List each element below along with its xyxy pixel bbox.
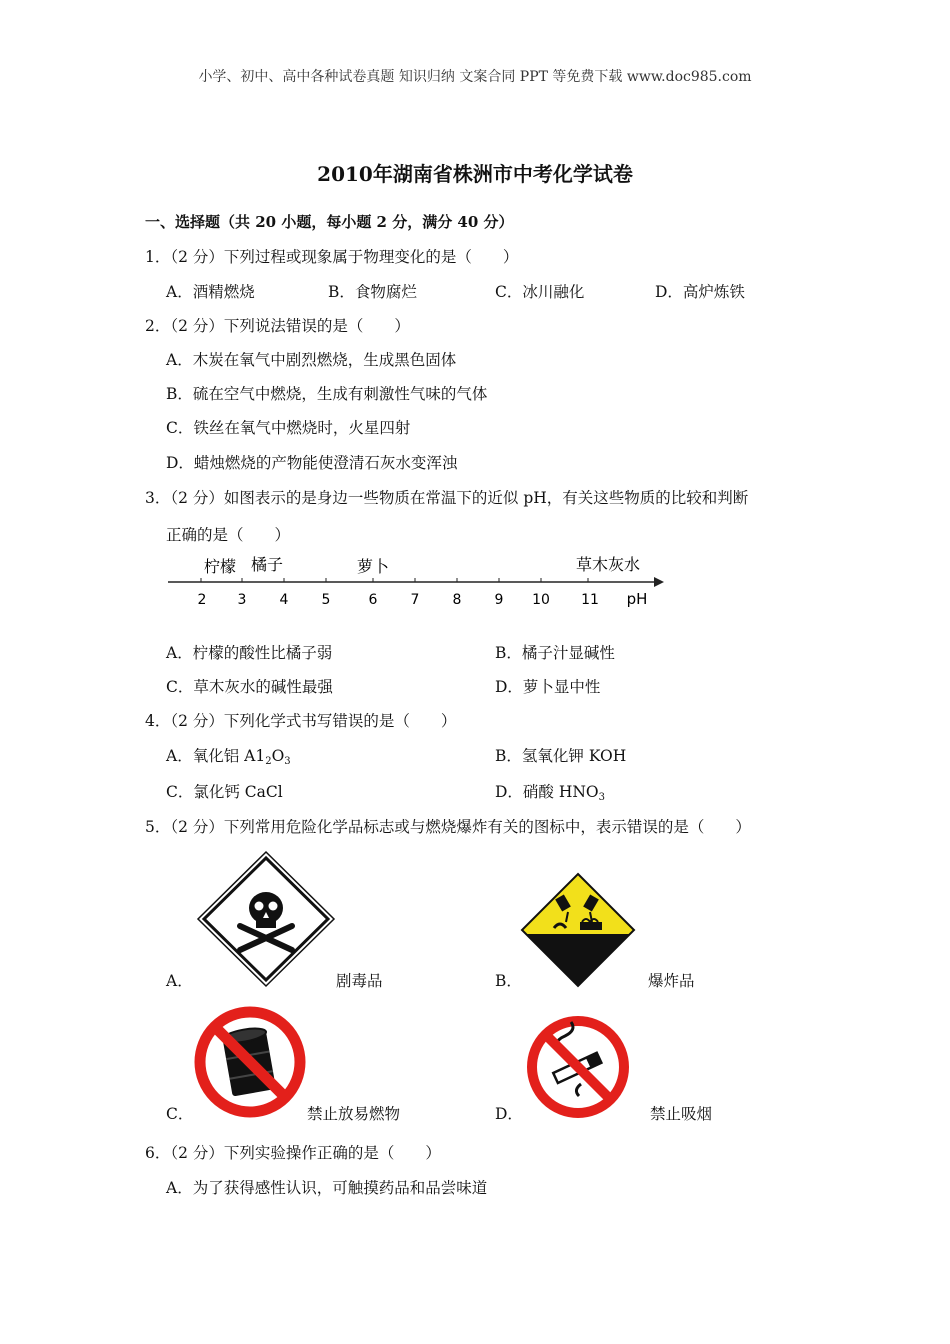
question-2-stem: 2．（2 分）下列说法错误的是（ ） (145, 317, 410, 335)
ph-tick-label: 8 (452, 592, 462, 608)
no-flammables-icon (193, 1005, 307, 1119)
ph-label-orange: 橘子 (250, 555, 284, 574)
question-4-option-c: C．氯化钙 CaCl (166, 783, 283, 801)
ph-tick-label: 9 (494, 592, 504, 608)
question-3-stem-line2: 正确的是（ ） (166, 526, 291, 544)
question-3-stem-line1: 3．（2 分）如图表示的是身边一些物质在常温下的近似 pH，有关这些物质的比较和判断 (145, 489, 749, 507)
question-1-option-c: C．冰川融化 (495, 283, 585, 301)
ph-tick-label: 7 (410, 592, 420, 608)
question-2-option-d: D．蜡烛燃烧的产物能使澄清石灰水变浑浊 (166, 454, 458, 472)
ph-tick-label: 6 (368, 592, 378, 608)
question-5-option-d-letter: D． (495, 1105, 523, 1123)
question-1-stem: 1．（2 分）下列过程或现象属于物理变化的是（ ） (145, 248, 519, 266)
ph-label-radish: 萝卜 (356, 557, 390, 576)
ph-tick-label: 11 (581, 592, 599, 608)
question-2-option-b: B．硫在空气中燃烧，生成有刺激性气味的气体 (166, 385, 488, 403)
section-heading: 一、选择题（共 20 小题，每小题 2 分，满分 40 分） (145, 213, 514, 231)
ph-axis-label: pH (626, 590, 648, 608)
ph-axis-arrow (654, 577, 664, 587)
question-5-stem: 5．（2 分）下列常用危险化学品标志或与燃烧爆炸有关的图标中，表示错误的是（ ） (145, 818, 751, 836)
question-3-option-b: B．橘子汁显碱性 (495, 644, 615, 662)
question-5-option-c-label: 禁止放易燃物 (307, 1105, 401, 1123)
question-4-option-a: A．氧化铝 $A1_2O_3$ (166, 747, 291, 767)
ph-tick-label: 5 (321, 592, 331, 608)
question-4-stem: 4．（2 分）下列化学式书写错误的是（ ） (145, 712, 457, 730)
question-6-stem: 6．（2 分）下列实验操作正确的是（ ） (145, 1144, 441, 1162)
question-1-option-a: A．酒精燃烧 (166, 283, 255, 301)
ph-scale-figure (160, 548, 680, 614)
ph-tick-label: 3 (237, 592, 247, 608)
question-4-option-d: D．硝酸 $HNO_3$ (495, 783, 606, 803)
question-2-option-a: A．木炭在氧气中剧烈燃烧，生成黑色固体 (166, 351, 457, 369)
ph-label-lemon: 柠檬 (203, 557, 237, 576)
question-3-option-a: A．柠檬的酸性比橘子弱 (166, 644, 333, 662)
question-5-option-d-label: 禁止吸烟 (650, 1105, 713, 1123)
question-5-option-a-label: 剧毒品 (336, 972, 383, 990)
ph-tick-label: 2 (197, 592, 207, 608)
no-smoking-icon (525, 1014, 631, 1120)
question-5-option-b-label: 爆炸品 (648, 972, 695, 990)
page-title: 2010年湖南省株洲市中考化学试卷 (317, 162, 633, 186)
page-header: 小学、初中、高中各种试卷真题 知识归纳 文案合同 PPT 等免费下载 www.doc985.com (198, 69, 752, 85)
question-5-option-c-letter: C． (166, 1105, 194, 1123)
question-5-option-a-letter: A． (166, 972, 193, 990)
question-3-option-d: D．萝卜显中性 (495, 678, 601, 696)
ph-tick-label: 4 (279, 592, 289, 608)
question-6-option-a: A．为了获得感性认识，可触摸药品和品尝味道 (166, 1179, 488, 1197)
question-3-option-c: C．草木灰水的碱性最强 (166, 678, 333, 696)
ph-tick-label: 10 (532, 592, 550, 608)
question-1-option-b: B．食物腐烂 (328, 283, 417, 301)
skull-crossbones-icon (196, 850, 336, 988)
ph-label-plant-ash-water: 草木灰水 (575, 555, 641, 574)
corrosive-icon (520, 872, 636, 988)
question-1-option-d: D．高炉炼铁 (655, 283, 745, 301)
question-2-option-c: C．铁丝在氧气中燃烧时，火星四射 (166, 419, 411, 437)
question-4-option-b: B．氢氧化钾 KOH (495, 747, 627, 765)
question-5-option-b-letter: B． (495, 972, 522, 990)
